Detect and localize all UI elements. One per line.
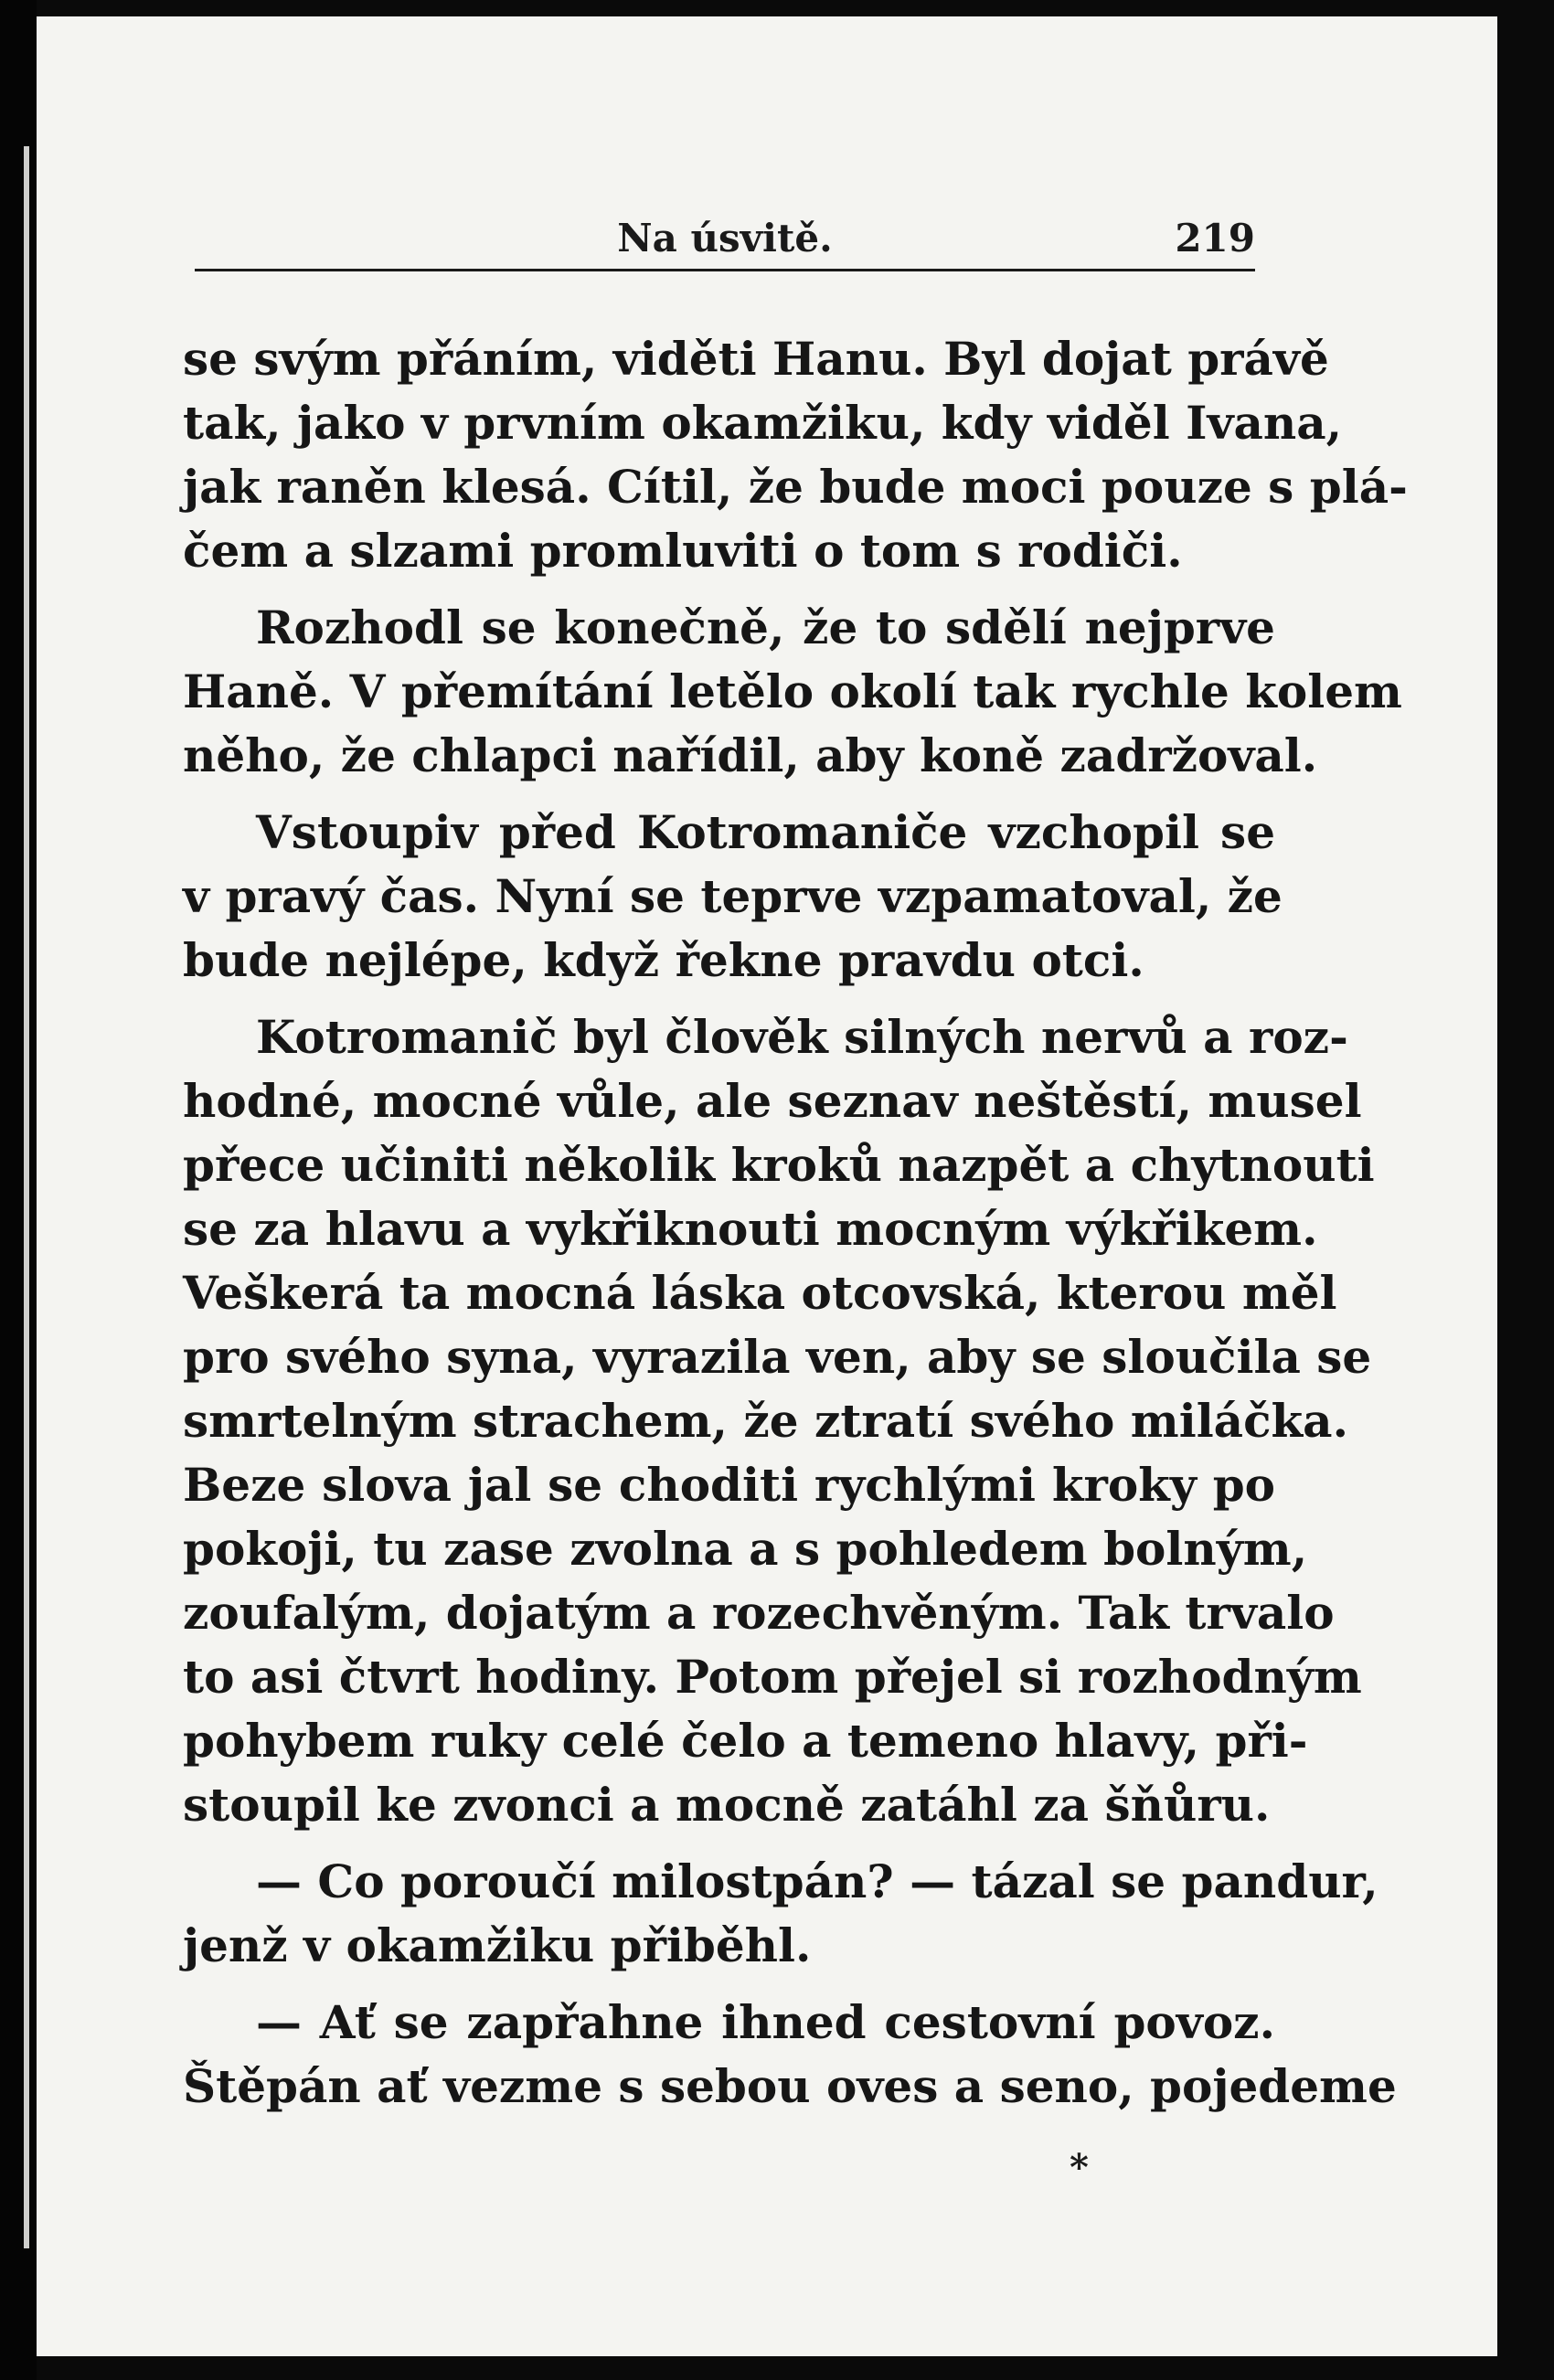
signature-mark: *	[1070, 2146, 1089, 2189]
text-line: přece učiniti několik kroků nazpět a chytnouti	[183, 1138, 1375, 1192]
paragraph-5	[183, 1850, 1378, 1978]
text-line: čem a slzami promluviti o tom s rodiči.	[183, 524, 1183, 578]
text-line: hodné, mocné vůle, ale seznav neštěstí, musel	[183, 1074, 1362, 1128]
text-line: Veškerá ta mocná láska otcovská, kterou měl	[183, 1266, 1337, 1320]
text-line: jenž v okamžiku přiběhl.	[183, 1918, 812, 1972]
text-line: bude nejlépe, když řekne pravdu otci.	[183, 933, 1144, 987]
text-line: v pravý čas. Nyní se teprve vzpamatoval, že	[183, 869, 1283, 923]
text-line: pokoji, tu zase zvolna a s pohledem bolným,	[183, 1522, 1308, 1576]
text-line: Rozhodl se konečně, že to sdělí nejprve	[256, 600, 1275, 654]
paragraph-3	[183, 801, 1283, 993]
page-number: 219	[1175, 216, 1255, 260]
text-line: pro svého syna, vyrazila ven, aby se sloučila se	[183, 1330, 1372, 1384]
binding-edge	[24, 146, 29, 2248]
text-line: to asi čtvrt hodiny. Potom přejel si rozhodným	[183, 1650, 1362, 1704]
paragraph-4	[183, 1005, 1375, 1837]
paragraph-2	[183, 596, 1402, 788]
text-line: stoupil ke zvonci a mocně zatáhl za šňůru.	[183, 1778, 1271, 1832]
text-line: — Ať se zapřahne ihned cestovní povoz.	[256, 1995, 1275, 2049]
text-line: Kotromanič byl člověk silných nervů a roz-	[256, 1010, 1348, 1064]
text-line: smrtelným strachem, že ztratí svého miláčka.	[183, 1394, 1348, 1448]
text-line: pohybem ruky celé čelo a temeno hlavy, při-	[183, 1714, 1308, 1768]
text-line: zoufalým, dojatým a rozechvěným. Tak trvalo	[183, 1586, 1335, 1640]
text-line: tak, jako v prvním okamžiku, kdy viděl Ivana,	[183, 396, 1343, 450]
text-line: Beze slova jal se choditi rychlými kroky po	[183, 1458, 1275, 1512]
running-title: Na úsvitě.	[617, 216, 833, 260]
text-line: Štěpán ať vezme s sebou oves a seno, pojedeme	[183, 2059, 1397, 2113]
text-line: jak raněn klesá. Cítil, že bude moci pouze s plá-	[183, 460, 1408, 514]
text-line: se svým přáním, viděti Hanu. Byl dojat právě	[183, 332, 1329, 386]
running-header	[195, 205, 1255, 271]
paragraph-1	[183, 327, 1408, 583]
book-page	[37, 16, 1497, 2356]
scan-right-edge	[1497, 0, 1554, 2380]
text-line: Haně. V přemítání letělo okolí tak rychle kolem	[183, 664, 1402, 718]
scan-left-edge	[0, 0, 37, 2380]
text-line: něho, že chlapci nařídil, aby koně zadržoval.	[183, 728, 1318, 782]
text-line: se za hlavu a vykřiknouti mocným výkřikem.	[183, 1202, 1318, 1256]
text-line: — Co poroučí milostpán? — tázal se pandur,	[256, 1854, 1378, 1908]
body-text	[183, 327, 1408, 2119]
paragraph-6	[183, 1991, 1397, 2119]
text-line: Vstoupiv před Kotromaniče vzchopil se	[256, 805, 1275, 859]
